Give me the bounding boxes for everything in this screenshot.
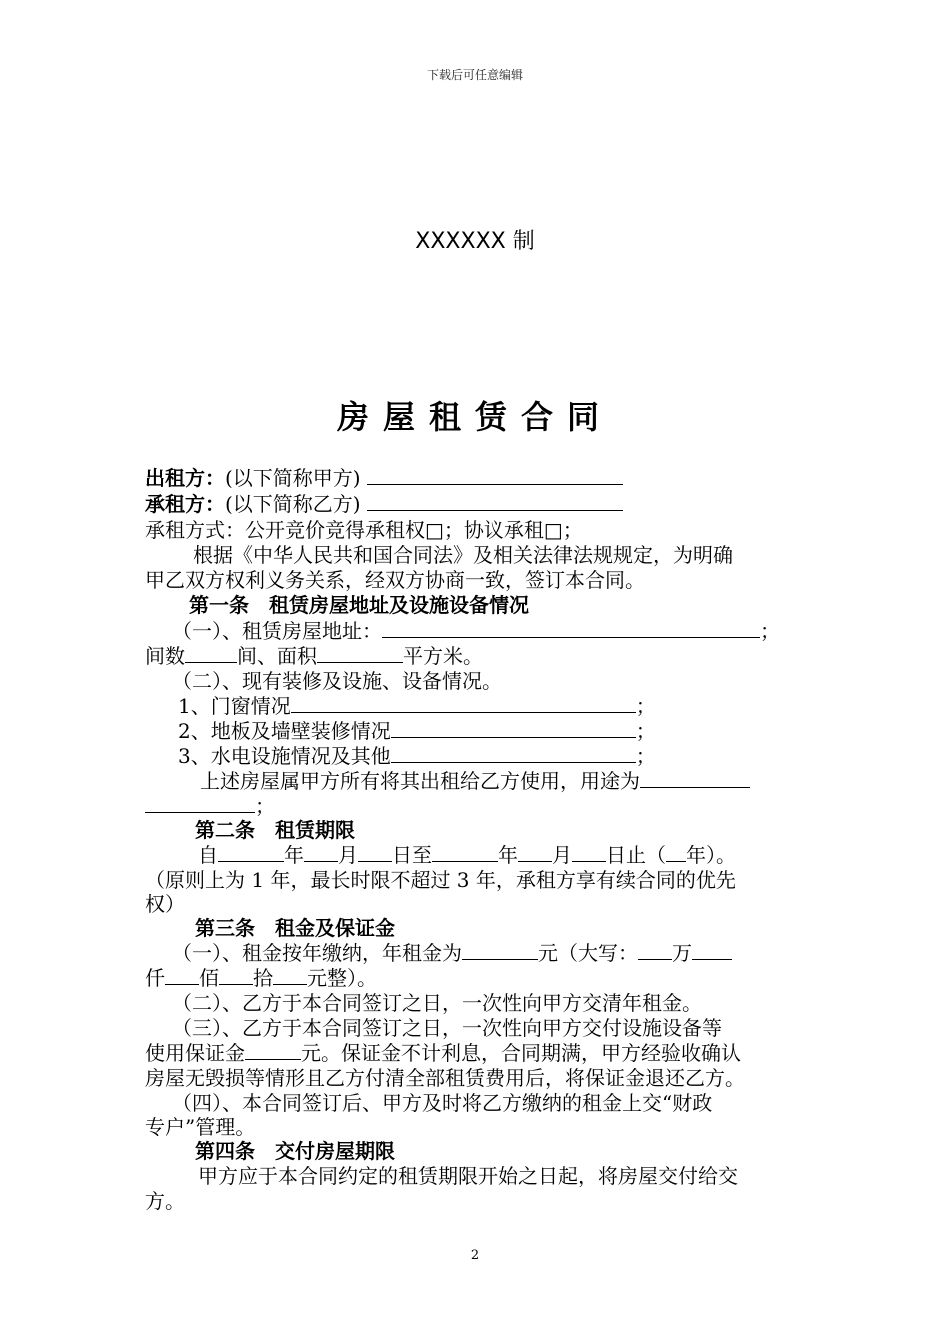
term-from: 自 xyxy=(198,843,218,867)
address-label: （一）、租赁房屋地址： xyxy=(172,619,382,643)
fixture-item-3-end: ； xyxy=(635,744,656,768)
article-4-heading: 第四条 交付房屋期限 xyxy=(195,1139,395,1163)
rent-yuan: 元整）。 xyxy=(307,966,377,990)
fixture-item-2 xyxy=(178,719,656,744)
rooms-area-line xyxy=(145,644,483,669)
rent-line xyxy=(172,941,732,966)
rent-words-line xyxy=(145,966,377,991)
rent-shi: 拾 xyxy=(253,966,273,990)
page-number: 2 xyxy=(470,1248,480,1263)
article-2-heading: 第二条 租赁期限 xyxy=(195,818,355,842)
rent-qian-blank[interactable] xyxy=(692,941,732,960)
term-note-2: 权） xyxy=(145,892,185,916)
rent-words-label: 元（大写： xyxy=(538,941,638,965)
delivery-line-2: 方。 xyxy=(145,1189,185,1213)
term-end-day-blank[interactable] xyxy=(572,843,606,862)
intro-line-1: 根据《中华人民共和国合同法》及相关法律法规规定，为明确 xyxy=(193,543,733,567)
term-day-to: 日至 xyxy=(392,843,432,867)
term-start-day-blank[interactable] xyxy=(358,843,392,862)
rent-wan: 万 xyxy=(672,941,692,965)
term-year-2: 年 xyxy=(498,843,518,867)
use-blank[interactable] xyxy=(640,769,750,788)
fixture-item-2-blank[interactable] xyxy=(391,719,636,738)
term-month-1: 月 xyxy=(338,843,358,867)
address-semicolon: ； xyxy=(760,619,780,643)
use-end: ； xyxy=(255,794,275,818)
fixture-item-1-blank[interactable] xyxy=(291,694,636,713)
deposit-terms: 元。保证金不计利息，合同期满，甲方经验收确认 xyxy=(301,1041,741,1065)
fixture-item-3-blank[interactable] xyxy=(391,744,636,763)
fixture-item-1 xyxy=(178,694,656,719)
delivery-line-1: 甲方应于本合同约定的租赁期限开始之日起，将房屋交付给交 xyxy=(198,1164,738,1188)
area-label: 间、面积 xyxy=(237,644,317,668)
rent-shi-blank[interactable] xyxy=(219,966,253,985)
rent-yuan-blank[interactable] xyxy=(273,966,307,985)
fixture-item-3 xyxy=(178,744,656,769)
term-day-end: 日止（ xyxy=(606,843,666,867)
use-line-2 xyxy=(145,794,275,819)
rent-item-2: （二）、乙方于本合同签订之日，一次性向甲方交清年租金。 xyxy=(172,991,702,1015)
area-blank[interactable] xyxy=(317,644,403,663)
rent-amount-blank[interactable] xyxy=(462,941,538,960)
term-month-2: 月 xyxy=(552,843,572,867)
lessor-label: 出租方： xyxy=(145,466,225,490)
use-label: 上述房屋属甲方所有将其出租给乙方使用，用途为 xyxy=(200,769,640,793)
use-blank-2[interactable] xyxy=(145,794,255,813)
rooms-label: 间数 xyxy=(145,644,185,668)
deposit-blank[interactable] xyxy=(245,1041,301,1060)
rent-qian: 仟 xyxy=(145,966,165,990)
address-blank[interactable] xyxy=(382,619,760,638)
intro-line-2: 甲乙双方权利义务关系，经双方协商一致，签订本合同。 xyxy=(145,568,645,592)
rent-item-4-line-2: 专户”管理。 xyxy=(145,1115,256,1139)
rent-bai-blank[interactable] xyxy=(165,966,199,985)
lessor-blank[interactable] xyxy=(367,466,623,485)
fixtures-heading: （二）、现有装修及设施、设备情况。 xyxy=(172,669,502,693)
rent-item-4-line-1: （四）、本合同签订后、甲方及时将乙方缴纳的租金上交“财政 xyxy=(172,1091,713,1115)
term-year-1: 年 xyxy=(284,843,304,867)
term-note-1: （原则上为 1 年，最长时限不超过 3 年，承租方享有续合同的优先 xyxy=(145,868,736,892)
rent-wan-blank[interactable] xyxy=(638,941,672,960)
rent-bai: 佰 xyxy=(199,966,219,990)
fixture-item-3-label: 3、水电设施情况及其他 xyxy=(178,744,391,768)
use-line xyxy=(200,769,750,794)
deposit-line-1: （三）、乙方于本合同签订之日，一次性向甲方交付设施设备等 xyxy=(172,1016,722,1040)
term-end-month-blank[interactable] xyxy=(518,843,552,862)
fixture-item-1-end: ； xyxy=(635,694,656,718)
term-line xyxy=(198,843,736,868)
term-start-year-blank[interactable] xyxy=(218,843,284,862)
fixture-item-1-label: 1、门窗情况 xyxy=(178,694,291,718)
page-header: 下载后可任意编辑 xyxy=(426,68,523,82)
article-3-heading: 第三条 租金及保证金 xyxy=(195,916,395,940)
rooms-blank[interactable] xyxy=(185,644,237,663)
deposit-label: 使用保证金 xyxy=(145,1041,245,1065)
maker-line: XXXXXX 制 xyxy=(415,229,535,254)
area-unit: 平方米。 xyxy=(403,644,483,668)
term-start-month-blank[interactable] xyxy=(304,843,338,862)
lessor-note: (以下简称甲方) xyxy=(225,466,361,490)
address-line xyxy=(172,619,780,644)
term-end-year-blank[interactable] xyxy=(432,843,498,862)
rent-label: （一）、租金按年缴纳，年租金为 xyxy=(172,941,462,965)
term-years-blank[interactable] xyxy=(666,843,686,862)
deposit-line-2 xyxy=(145,1041,741,1066)
lessor-line xyxy=(145,466,623,491)
lessee-blank[interactable] xyxy=(367,492,623,511)
lessee-line xyxy=(145,492,623,517)
lessee-note: (以下简称乙方) xyxy=(225,492,361,516)
article-1-heading: 第一条 租赁房屋地址及设施设备情况 xyxy=(189,593,529,617)
term-years-close: 年）。 xyxy=(686,843,736,867)
lessee-label: 承租方： xyxy=(145,492,225,516)
rental-method: 承租方式：公开竞价竞得承租权□；协议承租□； xyxy=(145,518,583,542)
fixture-item-2-label: 2、地板及墙壁装修情况 xyxy=(178,719,391,743)
deposit-line-3: 房屋无毁损等情形且乙方付清全部租赁费用后，将保证金退还乙方。 xyxy=(145,1066,745,1090)
document-title: 房屋租赁合同 xyxy=(336,398,613,436)
fixture-item-2-end: ； xyxy=(635,719,656,743)
